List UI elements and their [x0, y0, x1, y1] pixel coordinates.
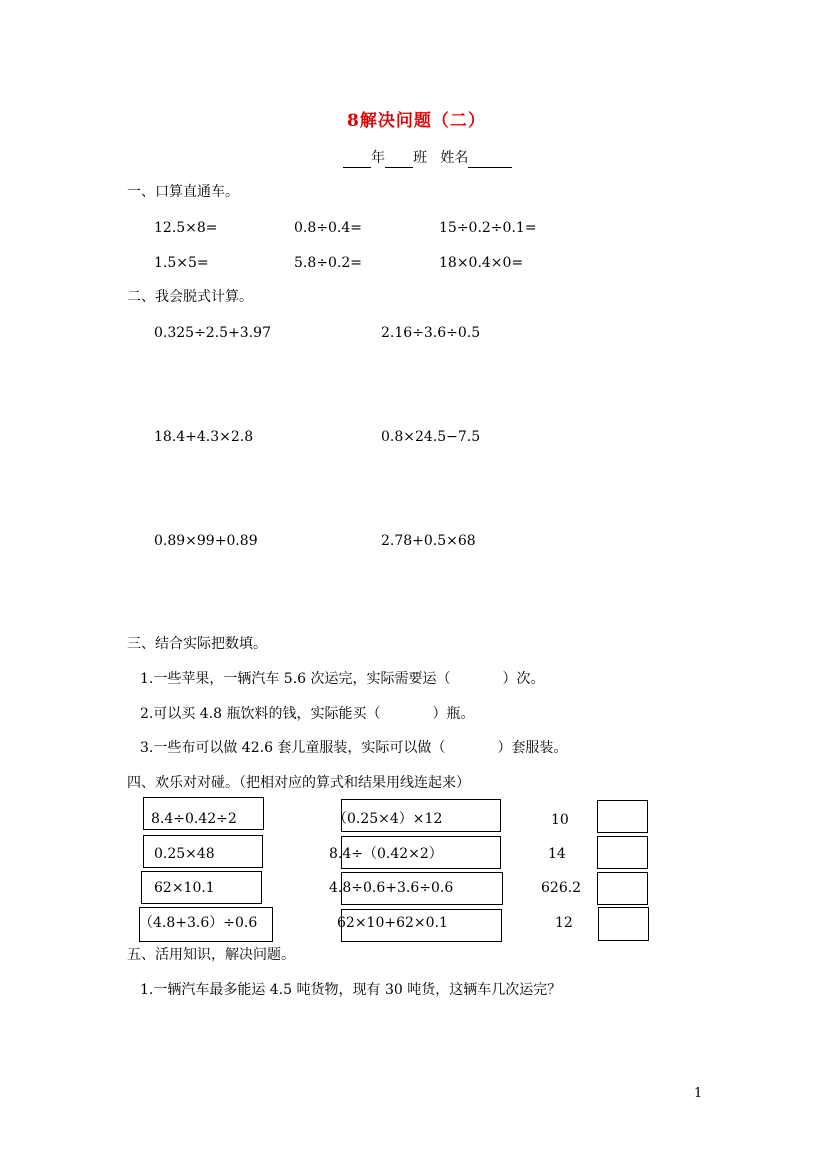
fill-question-2 [140, 705, 475, 723]
section4-heading: 四、欢乐对对碰。（把相对应的算式和结果用线连起来） [127, 775, 470, 791]
match-answer-box[interactable] [597, 836, 648, 869]
match-result: 14 [548, 846, 566, 862]
match-middle-expr: （0.25×4）×12 [333, 811, 443, 827]
match-answer-box[interactable] [597, 800, 648, 833]
name-label: 姓名 [440, 150, 469, 166]
match-left-expr: 0.25×48 [154, 846, 215, 862]
oral-problem: 5.8÷0.2= [294, 255, 362, 271]
word-problem-1: 1.一辆汽车最多能运 4.5 吨货物，现有 30 吨货，这辆车几次运完？ [140, 982, 562, 998]
q1-text: 1.一些苹果，一辆汽车 5.6 次运完，实际需要运（ [140, 671, 451, 687]
match-answer-box[interactable] [597, 872, 648, 905]
match-result: 10 [551, 812, 569, 828]
match-middle-expr: 62×10+62×0.1 [337, 915, 448, 931]
class-blank[interactable] [385, 149, 413, 168]
match-left-expr: （4.8+3.6）÷0.6 [139, 915, 258, 931]
year-blank[interactable] [343, 149, 371, 168]
match-middle-expr: 8.4÷（0.42×2） [329, 846, 443, 862]
calc-problem: 0.325÷2.5+3.97 [154, 325, 271, 341]
match-left-expr: 8.4÷0.42÷2 [151, 811, 237, 827]
match-middle-expr: 4.8÷0.6+3.6÷0.6 [329, 880, 454, 896]
q2-text: 2.可以买 4.8 瓶饮料的钱，实际能买（ [140, 706, 381, 722]
match-result: 12 [555, 915, 573, 931]
q2-suffix: ）瓶。 [432, 706, 475, 722]
q3-suffix: ）套服装。 [497, 740, 568, 756]
section2-heading: 二、我会脱式计算。 [127, 289, 253, 305]
year-label: 年 [371, 150, 385, 166]
oral-problem: 12.5×8= [154, 220, 218, 236]
class-label: 班 [413, 150, 427, 166]
name-blank[interactable] [468, 149, 512, 168]
calc-problem: 2.16÷3.6÷0.5 [381, 325, 481, 341]
section5-heading: 五、活用知识，解决问题。 [127, 947, 295, 963]
match-left-expr: 62×10.1 [154, 880, 215, 896]
q3-text: 3.一些布可以做 42.6 套儿童服装，实际可以做（ [140, 740, 446, 756]
page-number: 1 [694, 1086, 703, 1101]
fill-question-3 [140, 739, 567, 757]
calc-problem: 0.8×24.5−7.5 [381, 429, 481, 445]
calc-problem: 2.78+0.5×68 [381, 533, 476, 549]
oral-problem: 15÷0.2÷0.1= [439, 220, 537, 236]
match-answer-box[interactable] [598, 907, 649, 941]
student-info-line [343, 149, 512, 168]
q1-suffix: ）次。 [502, 671, 545, 687]
calc-problem: 0.89×99+0.89 [154, 533, 258, 549]
oral-problem: 0.8÷0.4= [294, 220, 362, 236]
section3-heading: 三、结合实际把数填。 [127, 636, 267, 652]
section1-heading: 一、口算直通车。 [127, 184, 239, 200]
fill-question-1 [140, 670, 545, 688]
match-result: 626.2 [541, 880, 582, 896]
calc-problem: 18.4+4.3×2.8 [154, 429, 254, 445]
oral-problem: 1.5×5= [154, 255, 209, 271]
page-title: 8解决问题（二） [347, 111, 486, 131]
oral-problem: 18×0.4×0= [439, 255, 524, 271]
